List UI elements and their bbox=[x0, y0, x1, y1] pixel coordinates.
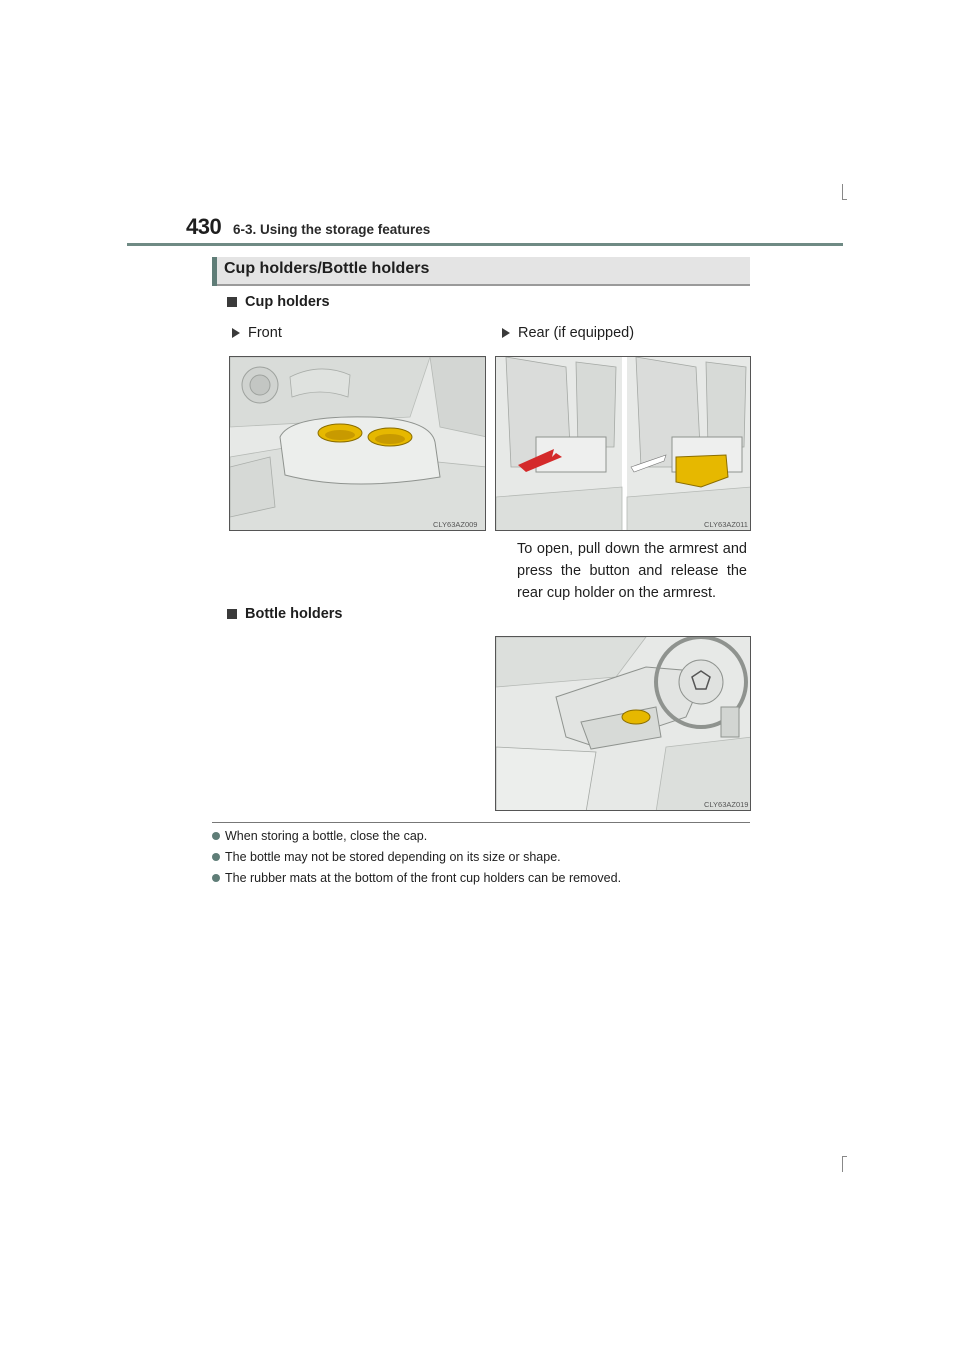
square-bullet-icon bbox=[227, 297, 237, 307]
crop-mark-bottom-foot bbox=[842, 1156, 847, 1157]
note-text: The bottle may not be stored depending on its size or shape. bbox=[225, 850, 561, 864]
rear-caption-text: Rear (if equipped) bbox=[518, 325, 635, 341]
note-item bbox=[212, 850, 561, 864]
crop-mark-bottom bbox=[842, 1156, 843, 1172]
cup-holders-heading-text: Cup holders bbox=[245, 294, 330, 310]
rear-cup-holder-illustration bbox=[495, 356, 751, 531]
section-title: Cup holders/Bottle holders bbox=[224, 260, 430, 277]
front-cup-holder-illustration bbox=[229, 356, 486, 531]
rear-cup-holder-drawing bbox=[496, 357, 751, 531]
rear-caption bbox=[502, 325, 634, 341]
triangle-bullet-icon bbox=[232, 328, 240, 338]
section-title-accent bbox=[212, 257, 217, 286]
crop-mark-top bbox=[842, 184, 843, 200]
bottle-image-code: CLY63AZ019 bbox=[704, 800, 749, 809]
section-reference: 6-3. Using the storage features bbox=[233, 222, 431, 237]
round-bullet-icon bbox=[212, 874, 220, 882]
crop-mark-top-foot bbox=[842, 199, 847, 200]
front-caption bbox=[232, 325, 282, 341]
notes-rule bbox=[212, 822, 750, 823]
header-rule bbox=[127, 243, 843, 246]
rear-image-code: CLY63AZ011 bbox=[704, 520, 748, 529]
square-bullet-icon bbox=[227, 609, 237, 619]
triangle-bullet-icon bbox=[502, 328, 510, 338]
bottle-holder-drawing bbox=[496, 637, 751, 811]
note-item bbox=[212, 871, 621, 885]
front-cup-holder-drawing bbox=[230, 357, 486, 531]
bottle-holders-heading bbox=[227, 606, 342, 622]
bottle-holders-heading-text: Bottle holders bbox=[245, 606, 343, 622]
bottle-holder-illustration bbox=[495, 636, 751, 811]
note-item bbox=[212, 829, 427, 843]
note-text: When storing a bottle, close the cap. bbox=[225, 829, 428, 843]
round-bullet-icon bbox=[212, 853, 220, 861]
page-number: 430 bbox=[186, 214, 222, 239]
rear-cup-holder-description: To open, pull down the armrest and press the button and release the rear cup holder on the armrest. bbox=[517, 541, 747, 601]
cup-holders-heading bbox=[227, 294, 330, 310]
round-bullet-icon bbox=[212, 832, 220, 840]
note-text: The rubber mats at the bottom of the front cup holders can be removed. bbox=[225, 871, 622, 885]
front-caption-text: Front bbox=[248, 325, 282, 341]
front-image-code: CLY63AZ009 bbox=[433, 520, 478, 529]
